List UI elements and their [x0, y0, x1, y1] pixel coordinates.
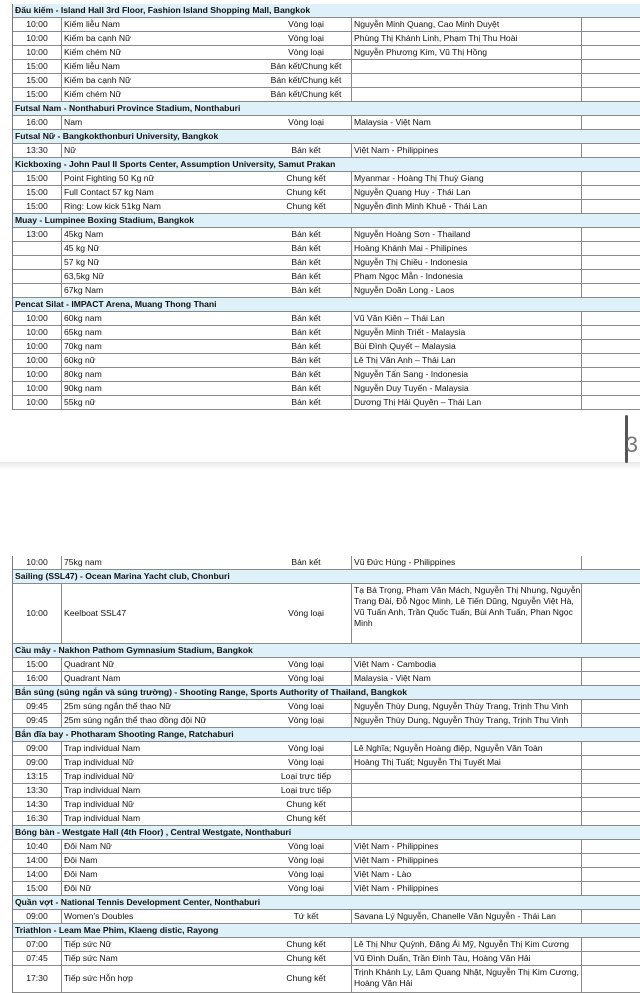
table-row: [13, 798, 640, 812]
time-cell: 17:30: [26, 973, 48, 983]
round-cell: Chung kết: [286, 201, 326, 211]
round-cell: Chung kết: [286, 813, 326, 823]
round-cell: Bán kết: [291, 383, 321, 393]
round-cell: Tứ kết: [293, 911, 319, 921]
athletes-cell: Tạ Bá Trọng, Phạm Văn Mách, Nguyễn Thị Nhung, Nguyễn Trang Đài, Đỗ Ngọc Minh, Lê Tiến Dũng, Nguyễn Việt Hà, Vũ Tuấn Anh, Trần Quốc Tuấn, Bùi Anh Tuấn, Phan Ngọc Minh: [351, 584, 581, 643]
empty-column: [581, 144, 582, 157]
table-row: [13, 144, 640, 158]
athletes-cell: [351, 88, 581, 101]
table-row: [13, 88, 640, 102]
table-row: [13, 340, 640, 354]
time-cell: 07:00: [26, 939, 48, 949]
section-title: Kickboxing - John Paul II Sports Center, Assumption University, Samut Prakan: [15, 159, 336, 169]
empty-column: [581, 284, 582, 297]
round-cell: Chung kết: [286, 173, 326, 183]
table-row: [13, 556, 640, 570]
time-cell: 10:00: [26, 397, 48, 407]
empty-column: [581, 910, 582, 923]
event-cell: 45kg Nam: [61, 228, 261, 241]
empty-column: [581, 556, 582, 569]
table-row: [13, 242, 640, 256]
athletes-cell: Nguyễn đình Minh Khuê - Thái Lan: [351, 200, 581, 213]
event-cell: Point Fighting 50 Kg nữ: [61, 172, 261, 185]
section-title: Bóng bàn - Westgate Hall (4th Floor) , Central Westgate, Nonthaburi: [15, 827, 292, 837]
section-header: [13, 826, 640, 840]
table-row: [13, 658, 640, 672]
event-cell: Tiếp sức Hỗn hợp: [61, 966, 261, 992]
time-cell: 16:00: [26, 673, 48, 683]
athletes-cell: Việt Nam - Lào: [351, 868, 581, 881]
event-cell: 60kg nam: [61, 312, 261, 325]
athletes-cell: Nguyễn Tấn Sang - Indonesia: [351, 368, 581, 381]
round-cell: Chung kết: [286, 973, 326, 983]
time-cell: 07:45: [26, 953, 48, 963]
athletes-cell: Nguyễn Hoàng Sơn - Thailand: [351, 228, 581, 241]
section-header: [13, 924, 640, 938]
table-row: [13, 966, 640, 993]
section-header: [13, 570, 640, 584]
empty-column: [581, 798, 582, 811]
athletes-cell: Dương Thị Hải Quyên – Thái Lan: [351, 396, 581, 409]
event-cell: Trap individual Nữ: [61, 770, 261, 783]
event-cell: Trap individual Nam: [61, 812, 261, 825]
empty-column: [581, 200, 582, 213]
round-cell: Bán kết: [291, 145, 321, 155]
round-cell: Vòng loại: [288, 841, 324, 851]
round-cell: Bán kết/Chung kết: [270, 89, 342, 99]
event-cell: 25m súng ngắn thể thao Nữ: [61, 700, 261, 713]
athletes-cell: Malaysia - Việt Nam: [351, 672, 581, 685]
round-cell: Bán kết: [291, 271, 321, 281]
round-cell: Vòng loại: [288, 117, 324, 127]
event-cell: Đôi Nữ: [61, 882, 261, 895]
table-row: [13, 784, 640, 798]
event-cell: Trap individual Nữ: [61, 798, 261, 811]
event-cell: 45 kg Nữ: [61, 242, 261, 255]
round-cell: Bán kết: [291, 397, 321, 407]
round-cell: Vòng loại: [288, 19, 324, 29]
table-row: [13, 672, 640, 686]
athletes-cell: Vũ Đình Duẩn, Trần Đình Tàu, Hoàng Văn Hải: [351, 952, 581, 965]
table-row: [13, 840, 640, 854]
athletes-cell: [351, 798, 581, 811]
time-cell: 15:00: [26, 187, 48, 197]
table-row: [13, 882, 640, 896]
table-row: [13, 74, 640, 88]
event-cell: 57 kg Nữ: [61, 256, 261, 269]
empty-column: [581, 270, 582, 283]
athletes-cell: Lê Nghĩa; Nguyễn Hoàng điệp, Nguyễn Văn Toàn: [351, 742, 581, 755]
event-cell: 70kg nam: [61, 340, 261, 353]
time-cell: 15:00: [26, 173, 48, 183]
time-cell: 15:00: [26, 61, 48, 71]
table-row: [13, 60, 640, 74]
time-cell: 13:00: [26, 229, 48, 239]
empty-column: [581, 700, 582, 713]
athletes-cell: Việt Nam - Philippines: [351, 854, 581, 867]
time-cell: 09:45: [26, 701, 48, 711]
empty-column: [581, 382, 582, 395]
empty-column: [581, 714, 582, 727]
section-title: Đấu kiếm - Island Hall 3rd Floor, Fashion Island Shopping Mall, Bangkok: [15, 5, 311, 15]
time-cell: 09:00: [26, 757, 48, 767]
section-header: [13, 214, 640, 228]
time-cell: 09:00: [26, 743, 48, 753]
round-cell: Vòng loại: [288, 47, 324, 57]
empty-column: [581, 46, 582, 59]
empty-column: [581, 172, 582, 185]
empty-column: [581, 60, 582, 73]
table-row: [13, 186, 640, 200]
athletes-cell: Bùi Đình Quyết – Malaysia: [351, 340, 581, 353]
table-row: [13, 256, 640, 270]
event-cell: Quadrant Nữ: [61, 658, 261, 671]
time-cell: 10:00: [26, 33, 48, 43]
event-cell: Đôi Nam Nữ: [61, 840, 261, 853]
time-cell: 15:00: [26, 659, 48, 669]
section-title: Pencat Silat - IMPACT Arena, Muang Thong Thani: [15, 299, 217, 309]
athletes-cell: Nguyễn Thùy Dung, Nguyễn Thùy Trang, Trịnh Thu Vinh: [351, 714, 581, 727]
athletes-cell: Vũ Văn Kiên – Thái Lan: [351, 312, 581, 325]
event-cell: Kiếm chém Nữ: [61, 88, 261, 101]
athletes-cell: Việt Nam - Philippines: [351, 882, 581, 895]
empty-column: [581, 396, 582, 409]
section-title: Futsal Nữ - Bangkokthonburi University, Bangkok: [15, 131, 219, 141]
event-cell: 60kg nữ: [61, 354, 261, 367]
event-cell: Quadrant Nam: [61, 672, 261, 685]
athletes-cell: Việt Nam - Cambodia: [351, 658, 581, 671]
section-title: Bắn đĩa bay - Photharam Shooting Range, Ratchaburi: [15, 729, 234, 739]
time-cell: 15:00: [26, 89, 48, 99]
empty-column: [581, 32, 582, 45]
empty-column: [581, 74, 582, 87]
athletes-cell: [351, 60, 581, 73]
round-cell: Bán kết: [291, 313, 321, 323]
empty-column: [581, 938, 582, 951]
table-row: [13, 756, 640, 770]
section-title: Cầu mây - Nakhon Pathom Gymnasium Stadium, Bangkok: [15, 645, 253, 655]
empty-column: [581, 784, 582, 797]
athletes-cell: Việt Nam - Philippines: [351, 144, 581, 157]
time-cell: 13:30: [26, 145, 48, 155]
athletes-cell: Savana Lý Nguyễn, Chanelle Văn Nguyễn - Thái Lan: [351, 910, 581, 923]
time-cell: 16:00: [26, 117, 48, 127]
empty-column: [581, 88, 582, 101]
event-cell: 75kg nam: [61, 556, 261, 569]
section-header: [13, 644, 640, 658]
empty-column: [581, 770, 582, 783]
empty-column: [581, 228, 582, 241]
athletes-cell: Phạm Ngọc Mẫn - Indonesia: [351, 270, 581, 283]
time-cell: 10:00: [26, 327, 48, 337]
table-row: [13, 396, 640, 410]
athletes-cell: Hoàng Khánh Mai - Philipines: [351, 242, 581, 255]
empty-column: [581, 354, 582, 367]
athletes-cell: Nguyễn Duy Tuyến - Malaysia: [351, 382, 581, 395]
table-row: [13, 200, 640, 214]
event-cell: Kiếm ba cạnh Nữ: [61, 32, 261, 45]
table-row: [13, 116, 640, 130]
athletes-cell: Lê Thị Vân Anh – Thái Lan: [351, 354, 581, 367]
round-cell: Bán kết: [291, 557, 321, 567]
time-cell: 09:00: [26, 911, 48, 921]
round-cell: Bán kết: [291, 341, 321, 351]
event-cell: Women's Doubles: [61, 910, 261, 923]
empty-column: [581, 186, 582, 199]
round-cell: Vòng loại: [288, 757, 324, 767]
event-cell: Nữ: [61, 144, 261, 157]
table-row: [13, 32, 640, 46]
athletes-cell: Vũ Đức Hùng - Philippines: [351, 556, 581, 569]
athletes-cell: [351, 812, 581, 825]
time-cell: 10:00: [26, 313, 48, 323]
event-cell: 55kg nữ: [61, 396, 261, 409]
empty-column: [581, 882, 582, 895]
event-cell: 63,5kg Nữ: [61, 270, 261, 283]
time-cell: 10:00: [26, 47, 48, 57]
athletes-cell: Nguyễn Minh Quang, Cao Minh Duyệt: [351, 18, 581, 31]
empty-column: [581, 242, 582, 255]
table-row: [13, 382, 640, 396]
athletes-cell: Myanmar - Hoàng Thị Thuỳ Giang: [351, 172, 581, 185]
empty-column: [581, 756, 582, 769]
time-cell: 10:00: [26, 557, 48, 567]
time-cell: 09:45: [26, 715, 48, 725]
round-cell: Bán kết: [291, 327, 321, 337]
time-cell: 10:00: [26, 341, 48, 351]
athletes-cell: [351, 770, 581, 783]
event-cell: Kiếm liễu Nam: [61, 18, 261, 31]
event-cell: Kiếm chém Nữ: [61, 46, 261, 59]
table-row: [13, 700, 640, 714]
section-header: [13, 728, 640, 742]
time-cell: 10:00: [26, 355, 48, 365]
page-separator: [0, 462, 640, 470]
round-cell: Vòng loại: [288, 869, 324, 879]
round-cell: Vòng loại: [288, 607, 324, 618]
athletes-cell: [351, 784, 581, 797]
table-row: [13, 326, 640, 340]
table-row: [13, 284, 640, 298]
event-cell: Nam: [61, 116, 261, 129]
athletes-cell: Nguyễn Quang Huy - Thái Lan: [351, 186, 581, 199]
time-cell: 13:30: [26, 785, 48, 795]
athletes-cell: Việt Nam - Philippines: [351, 840, 581, 853]
time-cell: 14:00: [26, 869, 48, 879]
round-cell: Bán kết: [291, 285, 321, 295]
empty-column: [581, 312, 582, 325]
table-row: [13, 714, 640, 728]
athletes-cell: Hoàng Thị Tuất; Nguyễn Thị Tuyết Mai: [351, 756, 581, 769]
round-cell: Bán kết: [291, 369, 321, 379]
section-title: Bắn súng (súng ngắn và súng trường) - Shooting Range, Sports Authority of Thailand, Bangkok: [15, 687, 408, 697]
round-cell: Vòng loại: [288, 659, 324, 669]
round-cell: Vòng loại: [288, 715, 324, 725]
empty-column: [581, 966, 582, 992]
round-cell: Vòng loại: [288, 743, 324, 753]
time-cell: 15:00: [26, 883, 48, 893]
empty-column: [581, 340, 582, 353]
table-row: [13, 172, 640, 186]
athletes-cell: Malaysia - Việt Nam: [351, 116, 581, 129]
empty-column: [581, 116, 582, 129]
table-row: [13, 584, 640, 644]
round-cell: Chung kết: [286, 799, 326, 809]
page-number: 3: [625, 432, 638, 457]
event-cell: Tiếp sức Nam: [61, 952, 261, 965]
athletes-cell: Trịnh Khánh Ly, Lâm Quang Nhật, Nguyễn Thị Kim Cương, Hoàng Văn Hải: [351, 966, 581, 992]
empty-column: [581, 840, 582, 853]
section-header: [13, 158, 640, 172]
section-header: [13, 4, 640, 18]
event-cell: Ring: Low kick 51kg Nam: [61, 200, 261, 213]
time-cell: 16:30: [26, 813, 48, 823]
table-row: [13, 770, 640, 784]
time-cell: 15:00: [26, 201, 48, 211]
athletes-cell: Nguyễn Minh Triết - Malaysia: [351, 326, 581, 339]
round-cell: Bán kết: [291, 229, 321, 239]
section-title: Triathlon - Leam Mae Phim, Klaeng distic, Rayong: [15, 925, 219, 935]
empty-column: [581, 658, 582, 671]
event-cell: Kiếm ba cạnh Nữ: [61, 74, 261, 87]
table-row: [13, 354, 640, 368]
table-row: [13, 228, 640, 242]
table-row: [13, 46, 640, 60]
round-cell: Bán kết/Chung kết: [270, 75, 342, 85]
athletes-cell: Phùng Thị Khánh Linh, Phạm Thị Thu Hoài: [351, 32, 581, 45]
empty-column: [581, 18, 582, 31]
round-cell: Bán kết/Chung kết: [270, 61, 342, 71]
athletes-cell: [351, 74, 581, 87]
section-title: Sailing (SSL47) - Ocean Marina Yacht club, Chonburi: [15, 571, 230, 581]
section-title: Quần vợt - National Tennis Development Center, Nonthaburi: [15, 897, 261, 907]
round-cell: Vòng loại: [288, 701, 324, 711]
empty-column: [581, 368, 582, 381]
time-cell: 10:00: [26, 383, 48, 393]
empty-column: [581, 812, 582, 825]
athletes-cell: Nguyễn Phương Kim, Vũ Thị Hồng: [351, 46, 581, 59]
round-cell: Bán kết: [291, 355, 321, 365]
time-cell: 14:00: [26, 855, 48, 865]
table-row: [13, 854, 640, 868]
time-cell: 13:15: [26, 771, 48, 781]
event-cell: Tiếp sức Nữ: [61, 938, 261, 951]
empty-column: [581, 868, 582, 881]
round-cell: Bán kết: [291, 257, 321, 267]
table-row: [13, 812, 640, 826]
empty-column: [581, 584, 582, 643]
table-row: [13, 270, 640, 284]
event-cell: 80kg nam: [61, 368, 261, 381]
time-cell: 15:00: [26, 75, 48, 85]
section-header: [13, 896, 640, 910]
athletes-cell: Lê Thị Như Quỳnh, Đặng Ái Mỹ, Nguyễn Thị Kim Cương: [351, 938, 581, 951]
round-cell: Bán kết: [291, 243, 321, 253]
section-header: [13, 686, 640, 700]
athletes-cell: Nguyễn Thị Chiều - Indonesia: [351, 256, 581, 269]
round-cell: Loại trực tiếp: [280, 771, 332, 781]
table-row: [13, 368, 640, 382]
athletes-cell: Nguyễn Thùy Dung, Nguyễn Thùy Trang, Trịnh Thu Vinh: [351, 700, 581, 713]
empty-column: [581, 952, 582, 965]
section-header: [13, 298, 640, 312]
event-cell: Đôi Nam: [61, 854, 261, 867]
page-gap: [0, 410, 640, 555]
event-cell: 65kg nam: [61, 326, 261, 339]
section-header: [13, 130, 640, 144]
round-cell: Vòng loại: [288, 855, 324, 865]
table-row: [13, 742, 640, 756]
table-row: [13, 868, 640, 882]
event-cell: Full Contact 57 kg Nam: [61, 186, 261, 199]
table-row: [13, 312, 640, 326]
event-cell: 67kg Nam: [61, 284, 261, 297]
round-cell: Chung kết: [286, 939, 326, 949]
event-cell: Trap individual Nữ: [61, 756, 261, 769]
athletes-cell: Nguyễn Doãn Long - Laos: [351, 284, 581, 297]
time-cell: 14:30: [26, 799, 48, 809]
event-cell: Đôi Nam: [61, 868, 261, 881]
section-title: Futsal Nam - Nonthaburi Province Stadium, Nonthaburi: [15, 103, 241, 113]
section-header: [13, 102, 640, 116]
round-cell: Vòng loại: [288, 883, 324, 893]
table-row: [13, 18, 640, 32]
event-cell: 90kg nam: [61, 382, 261, 395]
event-cell: Trap individual Nam: [61, 784, 261, 797]
round-cell: Loại trực tiếp: [280, 785, 332, 795]
empty-column: [581, 256, 582, 269]
table-row: [13, 952, 640, 966]
time-cell: 10:00: [26, 369, 48, 379]
round-cell: Vòng loại: [288, 673, 324, 683]
table-row: [13, 910, 640, 924]
empty-column: [581, 672, 582, 685]
round-cell: Chung kết: [286, 187, 326, 197]
event-cell: 25m súng ngắn thể thao đồng đội Nữ: [61, 714, 261, 727]
event-cell: Kiếm liễu Nam: [61, 60, 261, 73]
section-title: Muay - Lumpinee Boxing Stadium, Bangkok: [15, 215, 195, 225]
round-cell: Vòng loại: [288, 33, 324, 43]
time-cell: 10:40: [26, 841, 48, 851]
event-cell: Keelboat SSL47: [61, 584, 261, 643]
round-cell: Chung kết: [286, 953, 326, 963]
empty-column: [581, 326, 582, 339]
time-cell: 10:00: [26, 19, 48, 29]
schedule-table-bottom: [12, 556, 640, 993]
empty-column: [581, 854, 582, 867]
time-cell: 10:00: [26, 607, 48, 618]
schedule-table-top: [12, 4, 640, 438]
empty-column: [581, 742, 582, 755]
event-cell: Trap individual Nam: [61, 742, 261, 755]
